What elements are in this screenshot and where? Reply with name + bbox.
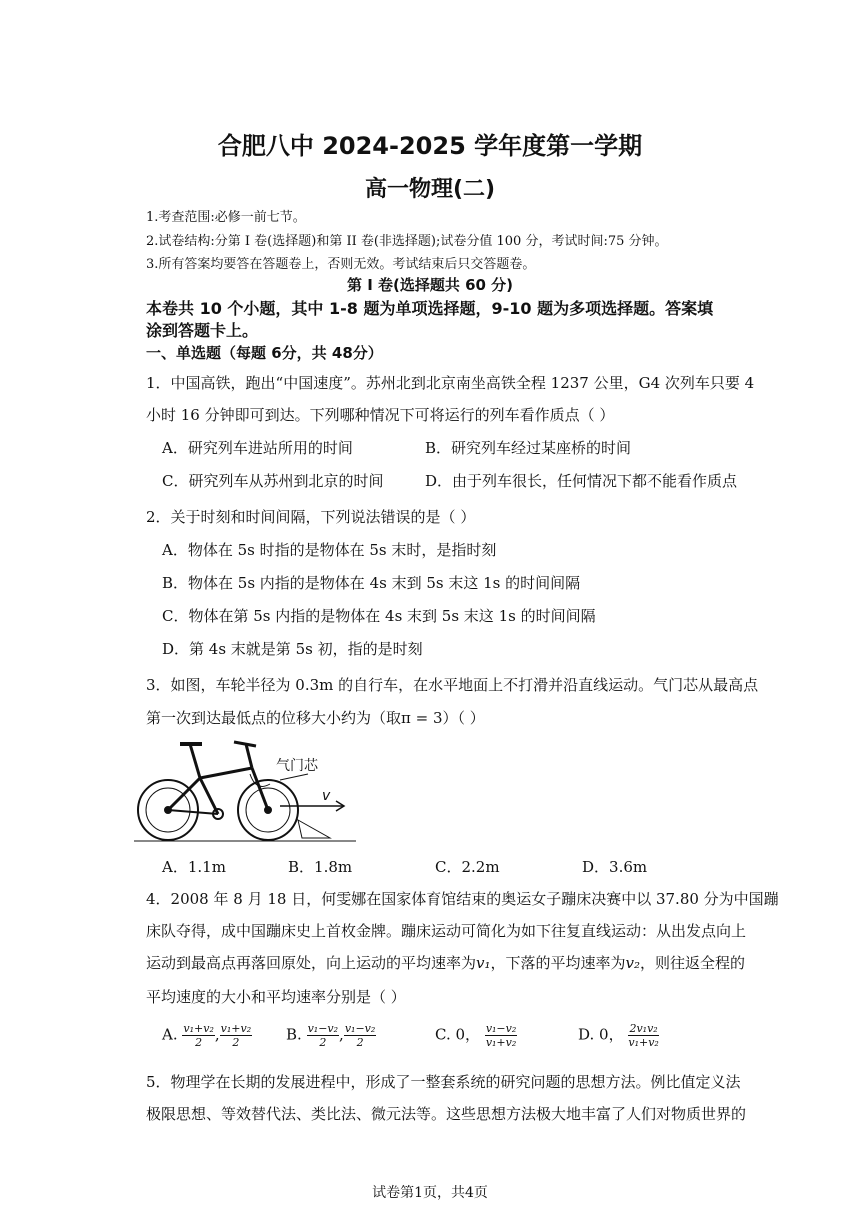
exam-school-title: 合肥八中 2024-2025 学年度第一学期 [217,132,643,160]
q4-line2: 床队夺得，成中国蹦床史上首枚金牌。蹦床运动可简化为如下往复直线运动：从出发点向上 [146,922,747,940]
frac-numerator: v₁+v₂ [220,1022,252,1035]
q4-option-b-frac1 [307,1022,339,1049]
symbol-v2: v₂ [625,954,641,972]
q4-line3-part-a: 运动到最高点再落回原处，向上运动的平均速率为 [146,954,477,972]
bicycle-figure [130,734,360,850]
page-footer: 试卷第1页，共4页 [372,1185,488,1201]
separator: , [214,1025,220,1044]
q4-option-d-frac [628,1022,658,1049]
q3-option-a: A．1.1m [162,858,226,876]
q5-line1: 5．物理学在长期的发展进程中，形成了一整套系统的研究问题的思想方法。例比值定义法 [146,1073,741,1091]
q4-line1: 4．2008 年 8 月 18 日，何雯娜在国家体育馆结束的奥运女子蹦床决赛中以 37.80 分为中国蹦 [146,890,779,908]
part-heading: 一、单选题（每题 6分，共 48分） [146,344,383,362]
q4-option-d [578,1022,659,1049]
frac-denominator: v₁+v₂ [628,1036,659,1049]
frac-denominator: 2 [319,1036,327,1049]
q4-option-a-label: A. [162,1025,178,1044]
q3-option-c: C．2.2m [435,858,500,876]
frac-numerator: v₁−v₂ [485,1022,517,1035]
q4-line3 [146,952,745,973]
note-structure: 2.试卷结构:分第 I 卷(选择题)和第 II 卷(非选择题);试卷分值 100 分，考试时间:75 分钟。 [146,234,668,249]
frac-denominator: 2 [232,1036,240,1049]
q4-line3-part-c: ，则往返全程的 [640,954,746,972]
note-answer: 3.所有答案均要答在答题卷上，否则无效。考试结束后只交答题卷。 [146,257,536,272]
q1-option-c: C．研究列车从苏州到北京的时间 [162,472,384,490]
q2-option-a: A．物体在 5s 时指的是物体在 5s 末时，是指时刻 [162,541,497,559]
q3-line2: 第一次到达最低点的位移大小约为（取π = 3）（ ） [146,709,485,727]
q2-option-c: C．物体在第 5s 内指的是物体在 4s 末到 5s 末这 1s 的时间间隔 [162,607,596,625]
note-scope: 1.考查范围:必修一前七节。 [146,210,306,225]
frac-numerator: v₁−v₂ [344,1022,376,1035]
q2-option-d: D．第 4s 末就是第 5s 初，指的是时刻 [162,640,423,658]
q4-option-c-label: C. 0， [435,1025,481,1044]
q5-line2: 极限思想、等效替代法、类比法、微元法等。这些思想方法极大地丰富了人们对物质世界的 [146,1105,747,1123]
valve-label: 气门芯 [276,758,318,774]
frac-numerator: v₁+v₂ [183,1022,214,1035]
separator: , [339,1025,344,1044]
q1-option-a: A．研究列车进站所用的时间 [162,439,353,457]
frac-denominator: v₁+v₂ [485,1036,517,1049]
symbol-v1: v₁ [476,954,491,972]
velocity-label: v [322,788,331,804]
q4-option-b [286,1022,376,1049]
q4-option-b-frac2 [344,1022,376,1049]
q4-option-a [162,1022,252,1049]
frac-numerator: 2v₁v₂ [629,1022,658,1035]
frac-numerator: v₁−v₂ [307,1022,339,1035]
q4-option-a-frac2 [220,1022,252,1049]
frac-denominator: 2 [356,1036,364,1049]
q1-line2: 小时 16 分钟即可到达。下列哪种情况下可将运行的列车看作质点（ ） [146,406,615,424]
q3-line1: 3．如图，车轮半径为 0.3m 的自行车，在水平地面上不打滑并沿直线运动。气门芯从最高点 [146,676,759,694]
section-instructions-line2: 涂到答题卡上。 [146,321,259,340]
q1-option-d: D．由于列车很长，任何情况下都不能看作质点 [425,472,738,490]
q4-option-a-frac1 [182,1022,214,1049]
frac-denominator: 2 [195,1036,203,1049]
q1-line1: 1．中国高铁，跑出“中国速度”。苏州北到北京南坐高铁全程 1237 公里，G4 次列车只要 4 [146,374,755,392]
q1-option-b: B．研究列车经过某座桥的时间 [425,439,632,457]
q2-option-b: B．物体在 5s 内指的是物体在 4s 末到 5s 末这 1s 的时间间隔 [162,574,581,592]
q4-line3-part-b: ，下落的平均速率为 [490,954,626,972]
q3-option-b: B．1.8m [288,858,353,876]
exam-subject-title: 高一物理(二) [364,177,496,202]
q4-option-c-frac [485,1022,517,1049]
q3-option-d: D．3.6m [582,858,648,876]
q4-line4: 平均速度的大小和平均速率分别是（ ） [146,988,406,1006]
section-instructions-line1: 本卷共 10 个小题，其中 1-8 题为单项选择题，9-10 题为多项选择题。答案填 [146,299,714,318]
q4-option-c [435,1022,517,1049]
q4-option-b-label: B. [286,1025,302,1044]
q2-line1: 2．关于时刻和时间间隔，下列说法错误的是（ ） [146,508,476,526]
q4-option-d-label: D. 0， [578,1025,624,1044]
section-title: 第 I 卷(选择题共 60 分) [346,276,514,294]
